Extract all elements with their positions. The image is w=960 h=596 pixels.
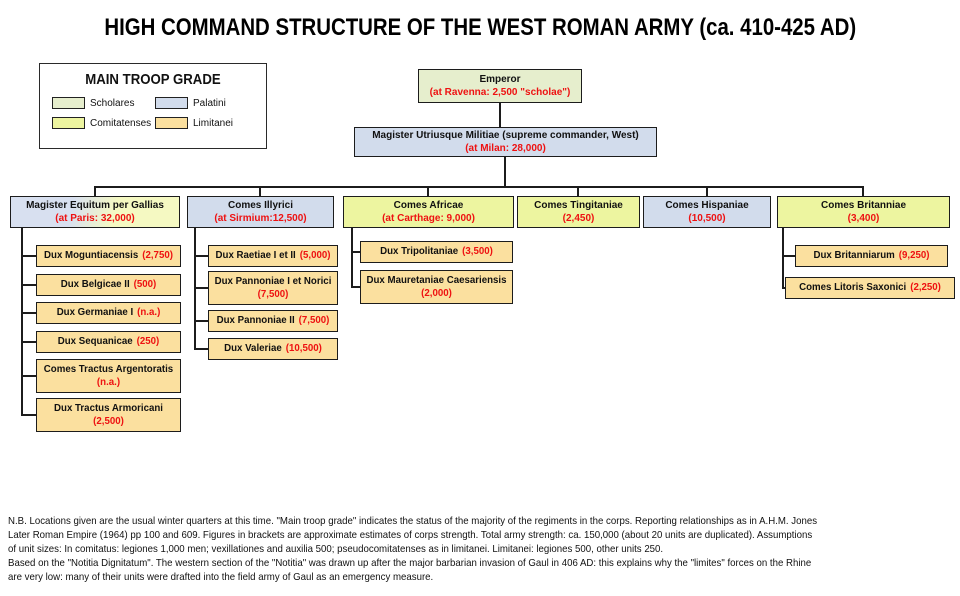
footnote-line: are very low: many of their units were drafted into the field army of Gaul as an emergency measure. — [8, 571, 434, 583]
legend-label-palatini: Palatini — [193, 97, 226, 109]
connector-line — [351, 251, 360, 253]
legend-label-scholares: Scholares — [90, 97, 135, 109]
unit-node-dux-raetiae: Dux Raetiae I et II (5,000) — [208, 245, 338, 267]
connector-line — [21, 341, 36, 343]
connector-line — [782, 255, 795, 257]
unit-node-dux-mauretaniae-caesariensis: Dux Mauretaniae Caesariensis (2,000) — [360, 270, 513, 304]
connector-line — [706, 186, 708, 196]
connector-line — [259, 186, 261, 196]
connector-line — [427, 186, 429, 196]
footnote-line: of unit sizes: In comitatus: legiones 1,000 men; vexillationes and auxilia 500; pseudocomitatenses as in limitanei. Limitanei: legiones 500, other units 250. — [8, 543, 664, 555]
legend-swatch-comitatenses — [52, 117, 85, 129]
connector-line — [21, 312, 36, 314]
node-title: Magister Utriusque Militiae (supreme commander, West) — [372, 130, 639, 141]
unit-node-dux-belgicae-ii: Dux Belgicae II (500) — [36, 274, 181, 296]
command-node-magister-equitum-per-gallias — [10, 196, 180, 228]
unit-node-dux-tripolitaniae: Dux Tripolitaniae (3,500) — [360, 241, 513, 263]
legend-swatch-limitanei — [155, 117, 188, 129]
connector-line — [499, 103, 501, 127]
command-node-comes-tingitaniae — [517, 196, 640, 228]
unit-node-dux-sequanicae: Dux Sequanicae (250) — [36, 331, 181, 353]
legend-swatch-palatini — [155, 97, 188, 109]
node-title: Comes Britanniae — [820, 200, 907, 211]
legend-title: MAIN TROOP GRADE — [85, 71, 221, 88]
unit-node-dux-pannoniae-ii: Dux Pannoniae II (7,500) — [208, 310, 338, 332]
legend-row-1 — [52, 97, 226, 109]
connector-line — [21, 255, 36, 257]
node-detail: (at Sirmium:12,500) — [214, 213, 307, 224]
unit-node-dux-germaniae-i: Dux Germaniae I (n.a.) — [36, 302, 181, 324]
legend-row-2 — [52, 117, 233, 129]
node-title: Emperor — [479, 74, 521, 85]
connector-line — [21, 284, 36, 286]
unit-node-dux-pannoniae-i-et-norici: Dux Pannoniae I et Norici (7,500) — [208, 271, 338, 305]
connector-line — [577, 186, 579, 196]
connector-line — [194, 348, 208, 350]
unit-node-comes-litoris-saxonici: Comes Litoris Saxonici (2,250) — [785, 277, 955, 299]
footnote-line: Based on the "Notitia Dignitatum". The western section of the "Notitia" was drawn up after the major barbarian invasion of Gaul in 406 AD: this explains why the "limites" forces on the Rhine — [8, 557, 812, 569]
connector-line — [21, 414, 36, 416]
connector-line — [21, 375, 36, 377]
unit-node-dux-tractus-armoricani: Dux Tractus Armoricani (2,500) — [36, 398, 181, 432]
node-detail: (at Paris: 32,000) — [55, 213, 135, 224]
connector-line — [351, 227, 353, 288]
connector-line — [194, 287, 208, 289]
connector-line — [782, 227, 784, 289]
command-node-comes-hispaniae — [643, 196, 771, 228]
node-title: Comes Hispaniae — [665, 200, 749, 211]
legend-swatch-scholares — [52, 97, 85, 109]
node-detail: (2,450) — [562, 213, 595, 224]
node-detail: (10,500) — [688, 213, 726, 224]
command-node-comes-britanniae — [777, 196, 950, 228]
emperor-node — [418, 69, 582, 103]
connector-line — [351, 286, 360, 288]
footnote-line: Later Roman Empire (1964) pp 100 and 609. Figures in brackets are approximate estimates of corps strength. Total army strength: ca. 150,000 (about 20 units are duplicated). Assumptions — [8, 529, 813, 541]
node-title: Comes Illyrici — [227, 200, 294, 211]
connector-line — [194, 320, 208, 322]
unit-node-dux-valeriae: Dux Valeriae (10,500) — [208, 338, 338, 360]
node-detail: (at Ravenna: 2,500 "scholae") — [429, 87, 571, 98]
unit-node-comes-tractus-argentoratis: Comes Tractus Argentoratis (n.a.) — [36, 359, 181, 393]
connector-line — [862, 186, 864, 196]
unit-node-dux-britanniarum: Dux Britanniarum (9,250) — [795, 245, 948, 267]
command-node-comes-africae — [343, 196, 514, 228]
magister-utriusque-militiae-node — [354, 127, 657, 157]
connector-line — [94, 186, 864, 188]
node-title: Magister Equitum per Gallias — [26, 200, 164, 211]
footnotes — [8, 514, 887, 584]
node-detail: (3,400) — [847, 213, 880, 224]
page-title: HIGH COMMAND STRUCTURE OF THE WEST ROMAN ARMY (ca. 410-425 AD) — [104, 14, 856, 41]
command-node-comes-illyrici — [187, 196, 334, 228]
node-detail: (at Milan: 28,000) — [465, 143, 546, 154]
legend-label-comitatenses: Comitatenses — [90, 117, 152, 129]
node-detail: (at Carthage: 9,000) — [382, 213, 475, 224]
unit-node-dux-moguntiacensis: Dux Moguntiacensis (2,750) — [36, 245, 181, 267]
connector-line — [504, 157, 506, 186]
legend-label-limitanei: Limitanei — [193, 117, 234, 129]
footnote-line: N.B. Locations given are the usual winter quarters at this time. "Main troop grade" indicates the status of the majority of the regiments in the corps. Reporting relationships as in A.H.M. Jones — [8, 515, 818, 527]
connector-line — [194, 255, 208, 257]
legend-box — [39, 63, 267, 149]
node-title: Comes Tingitaniae — [534, 200, 623, 211]
connector-line — [94, 186, 96, 196]
node-title: Comes Africae — [393, 200, 464, 211]
